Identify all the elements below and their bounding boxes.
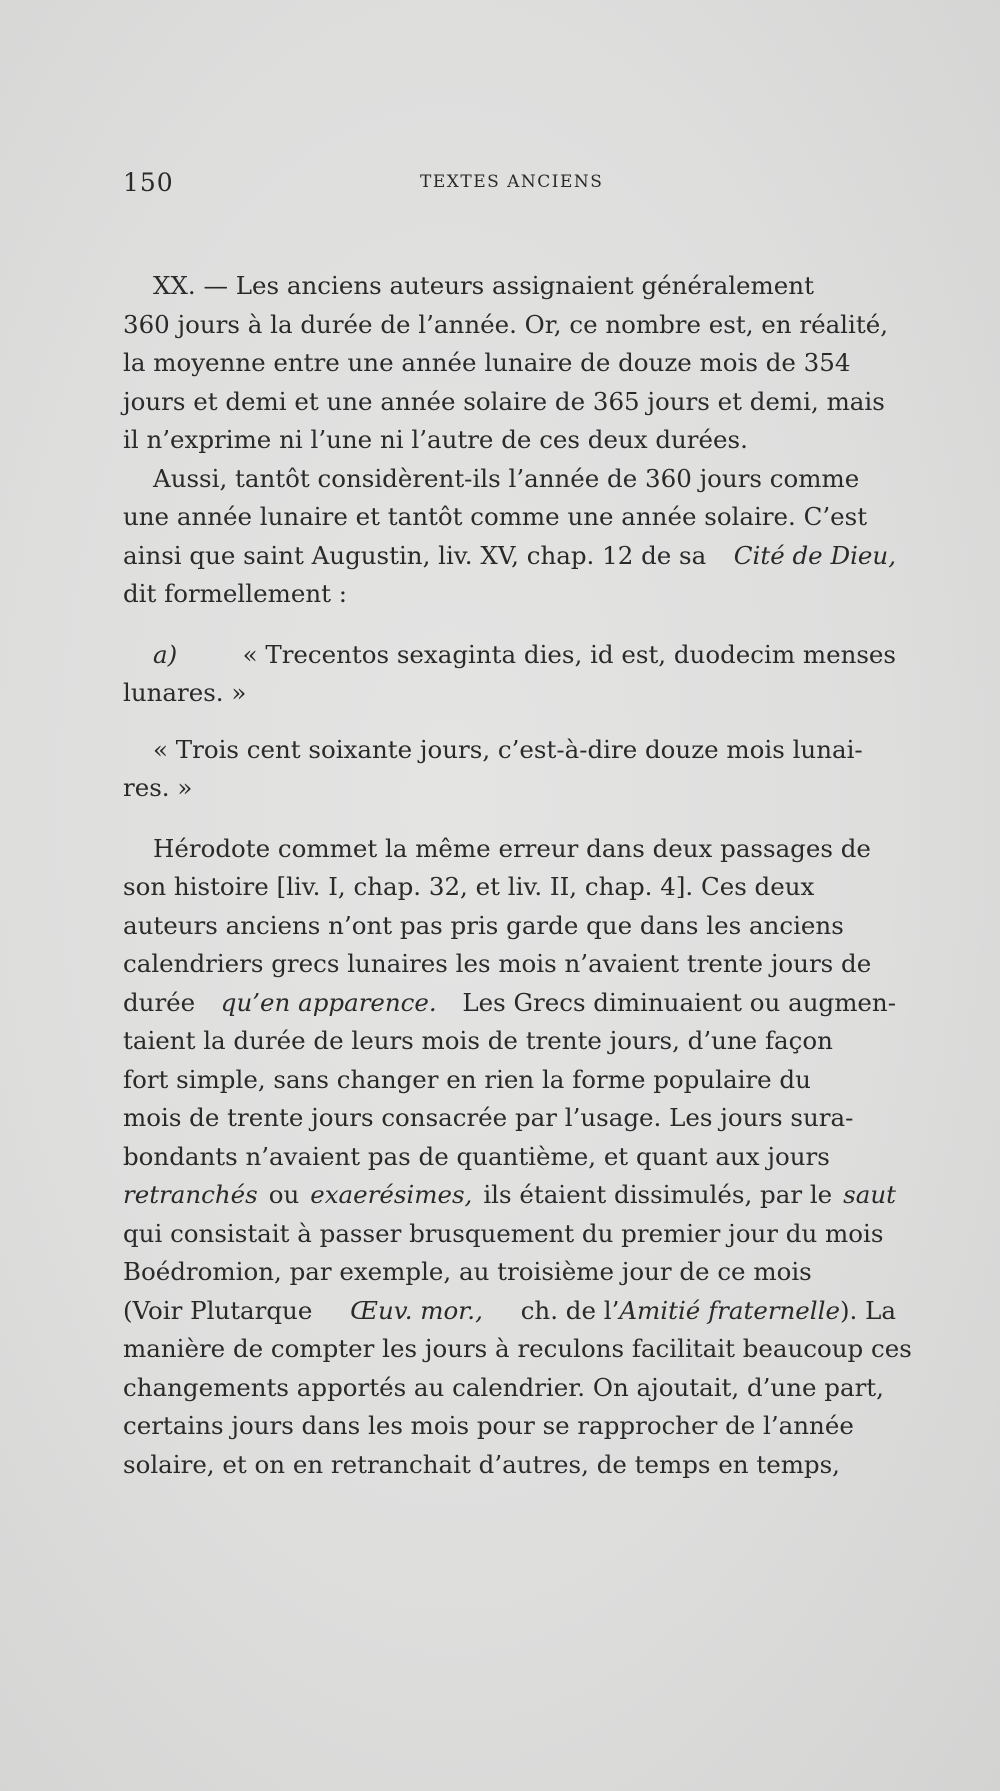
paragraph-aussi [123, 460, 896, 614]
text-line: Hérodote commet la même erreur dans deux passages de [153, 833, 871, 863]
text-line: bondants n’avaient pas de quantième, et quant aux jours [123, 1141, 830, 1171]
italic-phrase: qu’en apparence. [220, 987, 437, 1017]
text-line: dit formellement : [123, 579, 347, 608]
paragraph-xx [123, 267, 896, 460]
italic-title: Amitié fraternelle [619, 1295, 840, 1325]
text-line: ainsi que saint Augustin, liv. XV, chap. 12 de sa Cité de Dieu, [123, 537, 896, 576]
text-line: lunares. » [123, 678, 247, 707]
paragraph-herodote [123, 830, 912, 1485]
text-line: taient la durée de leurs mois de trente jours, d’une façon [123, 1026, 833, 1055]
text-line: fort simple, sans changer en rien la forme populaire du [123, 1064, 811, 1094]
text-line: Boédromion, par exemple, au troisième jour de ce mois [123, 1257, 812, 1286]
text-line: jours et demi et une année solaire de 365 jours et demi, mais [123, 386, 885, 416]
text-line: a) « Trecentos sexaginta dies, id est, duodecim menses [123, 636, 896, 675]
quote-latin [123, 636, 896, 713]
text-line: XX. — Les anciens auteurs assignaient généralement [153, 271, 814, 300]
italic-title: Œuv. mor., [350, 1295, 483, 1325]
text-line: une année lunaire et tantôt comme une année solaire. C’est [123, 502, 868, 531]
page-body [123, 267, 912, 1484]
text-line: calendriers grecs lunaires les mois n’avaient trente jours de [123, 949, 872, 978]
text-line: « Trois cent soixante jours, c’est-à-dire douze mois lunai- [153, 734, 863, 764]
text-line: res. » [123, 773, 193, 802]
italic-title: Cité de Dieu, [733, 540, 896, 570]
text-line: solaire, et on en retranchait d’autres, de temps en temps, [123, 1449, 840, 1479]
page-number: 150 [123, 168, 174, 197]
text-line: la moyenne entre une année lunaire de douze mois de 354 [123, 348, 851, 377]
text-line: retranchés ou exaerésimes, ils étaient dissimulés, par le saut [123, 1176, 896, 1215]
text-line: il n’exprime ni l’une ni l’autre de ces deux durées. [123, 425, 748, 454]
text-line: 360 jours à la durée de l’année. Or, ce nombre est, en réalité, [123, 309, 888, 339]
italic-term: retranchés [123, 1180, 258, 1209]
text-line: (Voir Plutarque Œuv. mor., ch. de l’Amitié fraternelle). La [123, 1292, 896, 1331]
text-line: Aussi, tantôt considèrent-ils l’année de 360 jours comme [153, 463, 860, 493]
text-line: son histoire [liv. I, chap. 32, et liv. II, chap. 4]. Ces deux [123, 872, 815, 901]
text-line: certains jours dans les mois pour se rapprocher de l’année [123, 1411, 854, 1440]
running-head: TEXTES ANCIENS [420, 172, 604, 192]
quote-french [123, 731, 896, 808]
text-line: auteurs anciens n’ont pas pris garde que dans les anciens [123, 910, 844, 940]
text-line: qui consistait à passer brusquement du premier jour du mois [123, 1218, 884, 1248]
italic-term: exaerésimes, [310, 1180, 473, 1209]
italic-term: saut [843, 1180, 896, 1209]
text-line: mois de trente jours consacrée par l’usage. Les jours sura- [123, 1103, 854, 1132]
page-header [123, 168, 615, 198]
list-marker: a) [153, 639, 178, 669]
text-line: manière de compter les jours à reculons facilitait beaucoup ces [123, 1334, 912, 1363]
text-line: changements apportés au calendrier. On ajoutait, d’une part, [123, 1372, 884, 1402]
text-line: durée qu’en apparence. Les Grecs diminuaient ou augmen- [123, 984, 896, 1023]
